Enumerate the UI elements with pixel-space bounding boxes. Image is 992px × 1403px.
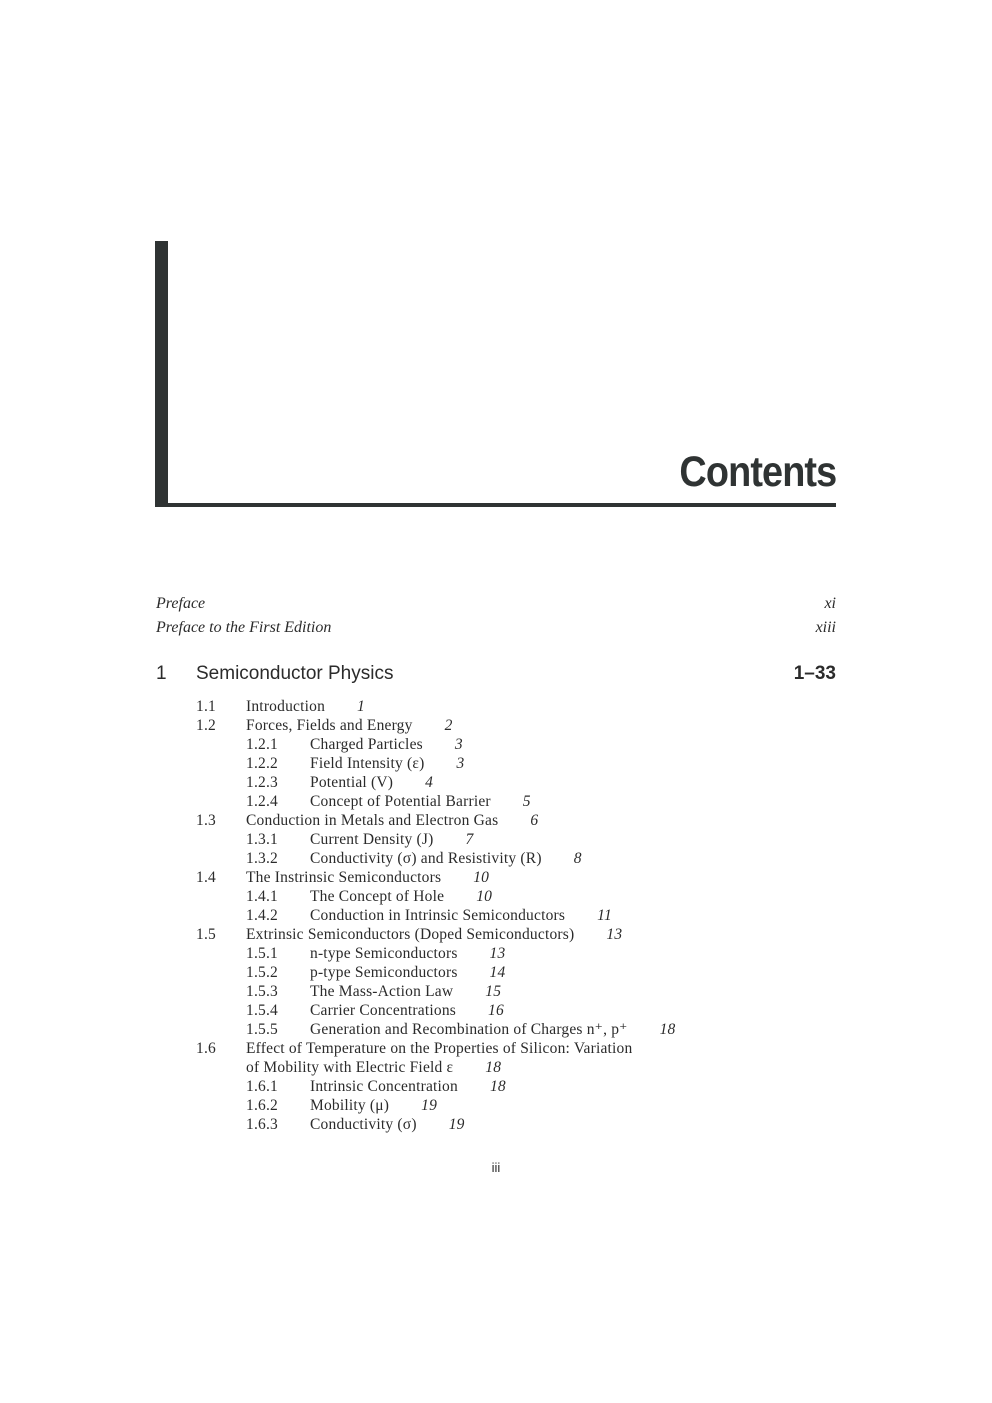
toc-entry-number: 1.2.2 [246,755,278,772]
toc-entry-text: Field Intensity (ε) [310,755,425,772]
toc-entry-number: 1.5.2 [246,964,278,981]
toc-entry-text: Concept of Potential Barrier [310,793,491,810]
toc-entry-number: 1.2.3 [246,774,278,791]
toc-entry-number: 1.4 [196,869,216,886]
toc-entry-text-wrap [246,716,453,735]
toc-entry-page: 5 [522,793,531,810]
toc-entry-text: Forces, Fields and Energy [246,717,413,734]
toc-entry-number: 1.5.1 [246,945,278,962]
toc-entry-text: Introduction [246,698,326,715]
toc-entry-text: p-type Semiconductors [310,964,458,981]
toc-entry-text: Extrinsic Semiconductors (Doped Semiconductors) [246,926,575,943]
toc-entry-page: 18 [489,1078,506,1095]
page-folio: iii [491,1160,501,1175]
toc-entry-text: Current Density (J) [310,831,434,848]
toc-entry-page: 10 [476,888,493,905]
toc-entry-text-wrap [310,887,492,906]
toc-entry-text-wrap [310,906,612,925]
toc-entry-text-wrap [310,944,505,963]
toc-entry-text: The Instrinsic Semiconductors [246,869,442,886]
toc-entry-text: Effect of Temperature on the Properties of Silicon: Variation [246,1040,633,1057]
toc-entry-text-wrap [310,849,582,868]
chapter-page-range: 1–33 [793,663,836,684]
front-matter-page: xiii [815,619,836,636]
toc-entry-page: 13 [606,926,623,943]
toc-entry-text-wrap [310,830,473,849]
toc-entry-text-wrap [310,754,464,773]
toc-entry-page: 7 [465,831,474,848]
toc-entry-text: Conduction in Intrinsic Semiconductors [310,907,566,924]
toc-entry-text: Generation and Recombination of Charges n⁺, p⁺ [310,1021,628,1038]
toc-entry-number: 1.3 [196,812,216,829]
toc-entry-page: 3 [456,755,465,772]
toc-entry-text-wrap [310,735,463,754]
toc-entry-number: 1.2.1 [246,736,278,753]
toc-entry-page: 2 [444,717,453,734]
toc-entry-number: 1.5.4 [246,1002,278,1019]
title-frame-vertical-rule [155,241,168,507]
toc-entry-page: 15 [485,983,502,1000]
toc-entry-text-wrap [310,982,501,1001]
toc-entry-text-wrap [310,773,433,792]
toc-entry-text: Charged Particles [310,736,423,753]
toc-entry-text: Conductivity (σ) and Resistivity (R) [310,850,542,867]
page-title: Contents [679,448,836,496]
toc-entry-number: 1.5.3 [246,983,278,1000]
toc-entry-page: 8 [573,850,582,867]
toc-entry-text: Intrinsic Concentration [310,1078,458,1095]
chapter-number: 1 [156,663,167,684]
toc-entry-text-wrap [310,792,531,811]
toc-entry-number: 1.4.1 [246,888,278,905]
front-matter-label: Preface [156,595,206,612]
toc-entry-text: Mobility (μ) [310,1097,390,1114]
toc-entry-text: Potential (V) [310,774,394,791]
title-frame-horizontal-rule [155,503,836,507]
toc-entry-text: Conductivity (σ) [310,1116,417,1133]
toc-entry-text-wrap [246,868,489,887]
front-matter-row-preface[interactable] [156,592,836,616]
toc-entry-page: 11 [597,907,612,924]
toc-entry-page: 19 [421,1097,438,1114]
toc-entry-page: 14 [489,964,506,981]
toc-entry-text-wrap [310,1001,504,1020]
toc-entry-number: 1.5.5 [246,1021,278,1038]
toc-entry-page: 3 [454,736,463,753]
toc-entry-number: 1.6.1 [246,1078,278,1095]
toc-entry-text-wrap [246,1058,501,1077]
toc-entry-number: 1.2.4 [246,793,278,810]
toc-entry-text: Carrier Concentrations [310,1002,457,1019]
toc-entry-text-wrap [246,811,538,830]
toc-entry-text: n-type Semiconductors [310,945,458,962]
toc-entry-number: 1.3.2 [246,850,278,867]
front-matter-page: xi [824,595,836,612]
toc-entry-text-wrap [310,1115,465,1134]
toc-entry-page: 19 [448,1116,465,1133]
chapter-title: Semiconductor Physics [196,663,394,684]
toc-entry-page: 6 [530,812,539,829]
toc-entry-page: 16 [488,1002,504,1019]
toc-entry-number: 1.1 [196,698,216,715]
chapter-heading[interactable] [156,661,836,687]
toc-entry-number: 1.6 [196,1040,216,1057]
toc-entry-page: 18 [485,1059,502,1076]
front-matter-row-preface-first-edition[interactable] [156,616,836,640]
toc-entry-page: 1 [357,698,365,715]
toc-entry-text: The Mass-Action Law [310,983,454,1000]
toc-entry-number: 1.6.3 [246,1116,278,1133]
toc-entry-text: of Mobility with Electric Field ε [246,1059,454,1076]
toc-entry-number: 1.3.1 [246,831,278,848]
toc-entry-page: 13 [489,945,506,962]
toc-entry-text-wrap [310,1020,675,1039]
toc-entry-text-wrap [310,1077,506,1096]
toc-entry-text-wrap [246,697,365,716]
toc-entry-number: 1.5 [196,926,216,943]
toc-entry-number: 1.6.2 [246,1097,278,1114]
toc-entry-text-wrap [310,1096,437,1115]
toc-entry-page: 4 [425,774,434,791]
toc-entry-number: 1.2 [196,717,216,734]
toc-entry-number: 1.4.2 [246,907,278,924]
toc-entry-text: The Concept of Hole [310,888,445,905]
toc-entry-text-wrap [246,1039,632,1058]
toc-entry-page: 10 [473,869,490,886]
toc-entry-text-wrap [246,925,622,944]
toc-entry-text: Conduction in Metals and Electron Gas [246,812,499,829]
toc-entry-page: 18 [659,1021,676,1038]
toc-entry-text-wrap [310,963,505,982]
front-matter-label: Preface to the First Edition [156,619,332,636]
